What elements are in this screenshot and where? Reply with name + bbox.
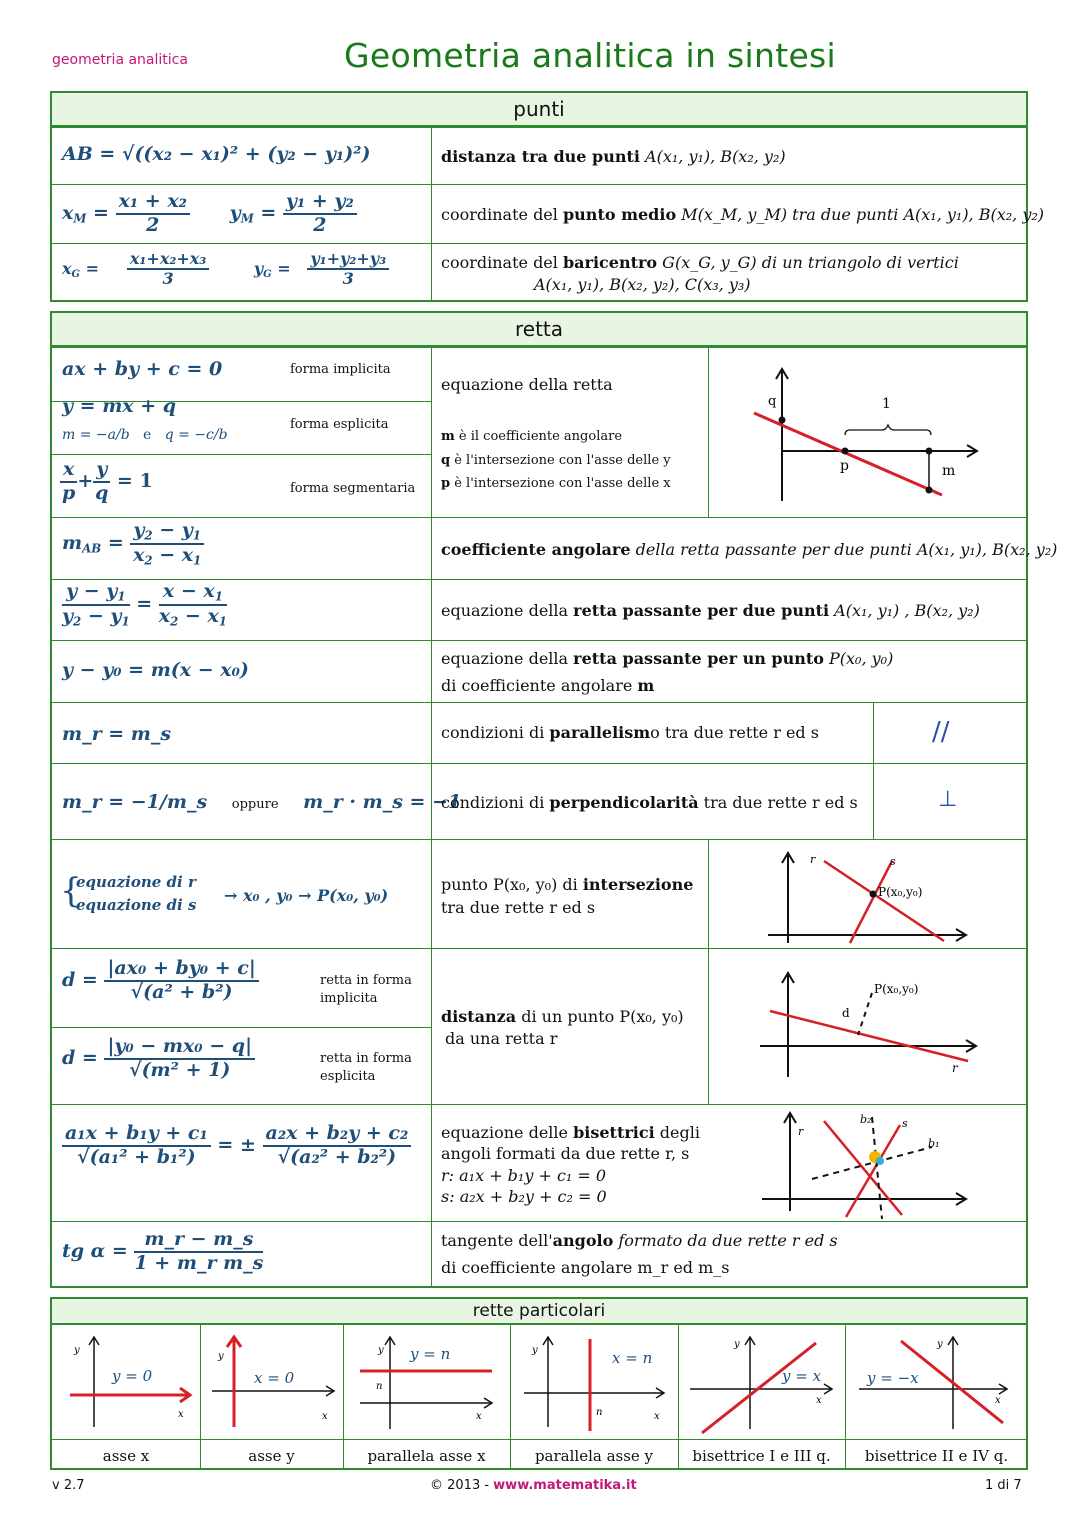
formula-perpendicolarita: m_r = −1/m_s oppure m_r · m_s = −1: [62, 791, 462, 813]
desc-intersezione: punto P(x₀, y₀) di intersezione: [441, 875, 694, 894]
formula-bisettrici: $\frac{\text{a₁x + b₁y + c₁}}{\text{√(a₁² + b₁²)}}$ = ± $\frac{\text{a₂x + b₂y + c₂}}{\text{√(a₂² + b₂²)}}$: [62, 1123, 411, 1169]
distanza-diagram: [752, 967, 1024, 1087]
svg-text:x: x: [322, 1411, 328, 1422]
label-parallela-y: parallela asse y: [534, 1447, 654, 1465]
formula-distanza-implicita: d = $\frac{\text{|ax₀ + by₀ + c|}}{\text{√(a² + b²)}}$: [62, 958, 259, 1004]
svg-text:x: x: [654, 1411, 660, 1422]
svg-text:n: n: [376, 1381, 383, 1392]
sistema-brace: {: [60, 871, 82, 911]
bisettrici-diagram: [752, 1107, 1024, 1219]
desc-perpendicolarita: condizioni di perpendicolarità tra due rette r ed s: [441, 793, 858, 812]
formula-distanza-esplicita: d = $\frac{\text{|y₀ − mx₀ − q|}}{\text{√(m² + 1)}}$: [62, 1036, 255, 1082]
section-particolari: [50, 1297, 1028, 1470]
diagram-m-label: m: [942, 463, 956, 479]
section-heading-retta: retta: [52, 313, 1026, 348]
lab-p: P(x₀,y₀): [878, 885, 923, 899]
svg-text:x: x: [178, 1409, 184, 1420]
lab-r: r: [952, 1061, 958, 1075]
diagram-bisettrice-1: [682, 1331, 844, 1435]
retta-diagram: [752, 363, 1024, 513]
formula-punto-medio: $x_M$ = $\frac{\text{x₁ + x₂}}{2}$ $y_M$ = $\frac{\text{y₁ + y₂}}{2}$: [62, 191, 357, 237]
desc-retta-due-punti: equazione della retta passante per due punti A(x₁, y₁) , B(x₂, y₂): [441, 601, 980, 620]
svg-text:x: x: [476, 1411, 482, 1422]
section-retta: [50, 311, 1058, 1288]
lab-d: d: [842, 1006, 850, 1020]
note-q: q è l'intersezione con l'asse delle y: [441, 453, 671, 468]
desc-angolo: tangente dell'angolo formato da due rette r ed s: [441, 1231, 838, 1250]
svg-text:y: y: [937, 1339, 943, 1350]
diagram-asse-y: [202, 1331, 342, 1435]
diagram-parallela-x: [346, 1331, 508, 1435]
section-punti: [50, 91, 1045, 302]
svg-text:x: x: [995, 1395, 1001, 1406]
desc-distanza-2: da una retta r: [445, 1029, 558, 1048]
version: v 2.7: [52, 1478, 85, 1493]
desc-distanza-punti: distanza tra due punti A(x₁, y₁), B(x₂, y₂): [441, 147, 786, 166]
label-dist-implicita-1: retta in forma: [320, 973, 412, 988]
page-number: 1 di 7: [985, 1478, 1022, 1493]
svg-text:y: y: [218, 1351, 224, 1362]
svg-text:x = n: x = n: [612, 1349, 653, 1367]
desc-punto-medio: coordinate del punto medio M(x_M, y_M) tra due punti A(x₁, y₁), B(x₂, y₂): [441, 205, 1045, 224]
svg-text:y: y: [532, 1345, 538, 1356]
diagram-p-label: p: [840, 458, 849, 474]
svg-text:y: y: [378, 1345, 384, 1356]
desc-bisettrici-r: r: a₁x + b₁y + c₁ = 0: [441, 1166, 607, 1185]
formula-implicita: ax + by + c = 0: [62, 358, 223, 380]
lab-b1: b₁: [928, 1137, 940, 1150]
svg-text:y = −x: y = −x: [867, 1369, 919, 1387]
copyright: © 2013 - www.matematika.it: [430, 1478, 637, 1493]
label-implicita: forma implicita: [290, 362, 391, 377]
formula-retta-due-punti: $\frac{y - y_1}{y_2 - y_1}$ = $\frac{x - x_1}{x_2 - x_1}$: [62, 580, 227, 629]
svg-text:y = x: y = x: [782, 1367, 822, 1385]
formula-retta-un-punto: y − y₀ = m(x − x₀): [62, 659, 249, 681]
desc-retta-un-punto: equazione della retta passante per un punto P(x₀, y₀): [441, 649, 894, 668]
lab-r: r: [810, 853, 816, 866]
formula-segmentaria: $\frac{x}{p}$ + $\frac{y}{q}$ = 1: [60, 459, 153, 505]
perpendicular-symbol: ⊥: [938, 787, 958, 812]
diagram-asse-x: [60, 1331, 196, 1435]
parallel-symbol: //: [932, 717, 950, 747]
desc-equazione-retta: equazione della retta: [441, 375, 613, 394]
svg-text:y: y: [734, 1339, 740, 1350]
lab-s: s: [902, 1117, 908, 1130]
label-segmentaria: forma segmentaria: [290, 481, 416, 496]
label-bisettrice-1: bisettrice I e III q.: [692, 1447, 831, 1465]
desc-bisettrici: equazione delle bisettrici degli: [441, 1123, 700, 1142]
desc-baricentro-vertici: A(x₁, y₁), B(x₂, y₂), C(x₃, y₃): [534, 275, 751, 294]
diagram-bisettrice-2: [849, 1331, 1027, 1435]
label-dist-esplicita-2: esplicita: [320, 1069, 376, 1084]
formula-angolo: tg α = $\frac{m\_r - m\_s}{\text{1 + m\_r m\_s}}$: [62, 1228, 264, 1274]
desc-angolo-2: di coefficiente angolare m_r ed m_s: [441, 1258, 730, 1277]
formula-esplicita: y = mx + q: [62, 395, 177, 417]
lab-b2: b₂: [860, 1113, 872, 1126]
label-bisettrice-2: bisettrice II e IV q.: [864, 1447, 1009, 1465]
desc-retta-un-punto-2: di coefficiente angolare m: [441, 676, 655, 695]
label-dist-esplicita-1: retta in forma: [320, 1051, 412, 1066]
svg-text:x: x: [816, 1395, 822, 1406]
topic-label: geometria analitica: [52, 52, 188, 68]
desc-distanza: distanza di un punto P(x₀, y₀): [441, 1007, 684, 1026]
svg-text:y: y: [74, 1345, 80, 1356]
label-asse-x: asse x: [102, 1447, 150, 1465]
note-m: m è il coefficiente angolare: [441, 429, 623, 444]
desc-baricentro: coordinate del baricentro G(x_G, y_G) di un triangolo di vertici: [441, 253, 959, 272]
label-dist-implicita-2: implicita: [320, 991, 378, 1006]
sistema-risultato: → x₀ , y₀ → P(x₀, y₀): [224, 886, 389, 905]
sistema-eq-r: equazione di r: [76, 873, 196, 891]
svg-text:y = 0: y = 0: [112, 1367, 153, 1385]
formula-baricentro: $x_G$ = $\frac{\text{x₁+x₂+x₃}}{3}$ $y_G$ = $\frac{\text{y₁+y₂+y₃}}{3}$: [62, 250, 389, 289]
formula-coeff-angolare: $m_{AB}$ = $\frac{y_2 - y_1}{x_2 - x_1}$: [62, 520, 204, 568]
intersezione-diagram: [752, 849, 1024, 947]
formula-esplicita-aux: m = −a/b e q = −c/b: [62, 427, 228, 443]
section-heading-particolari: rette particolari: [52, 1299, 1026, 1325]
label-asse-y: asse y: [248, 1447, 295, 1465]
desc-bisettrici-2: angoli formati da due rette r, s: [441, 1144, 690, 1163]
lab-p: P(x₀,y₀): [874, 982, 919, 996]
desc-bisettrici-s: s: a₂x + b₂y + c₂ = 0: [441, 1187, 607, 1206]
label-esplicita: forma esplicita: [290, 417, 389, 432]
svg-text:n: n: [596, 1407, 603, 1418]
label-parallela-x: parallela asse x: [367, 1447, 486, 1465]
page-title: Geometria analitica in sintesi: [344, 36, 837, 75]
diagram-one-label: 1: [882, 396, 891, 412]
svg-text:x = 0: x = 0: [254, 1369, 295, 1387]
formula-parallelismo: m_r = m_s: [62, 723, 172, 745]
lab-s: s: [890, 855, 896, 868]
svg-text:y = n: y = n: [410, 1345, 451, 1363]
desc-parallelismo: condizioni di parallelismo tra due rette r ed s: [441, 723, 819, 742]
sistema-eq-s: equazione di s: [76, 896, 197, 914]
desc-intersezione-2: tra due rette r ed s: [441, 898, 596, 917]
desc-coeff-angolare: coefficiente angolare della retta passante per due punti A(x₁, y₁), B(x₂, y₂): [441, 540, 1058, 559]
diagram-parallela-y: [514, 1331, 676, 1435]
section-heading-punti: punti: [52, 93, 1026, 128]
diagram-q-label: q: [768, 394, 777, 409]
lab-r: r: [798, 1125, 804, 1138]
formula-distanza-punti: AB = √((x₂ − x₁)² + (y₂ − y₁)²): [62, 143, 371, 165]
site-link[interactable]: www.matematika.it: [493, 1478, 637, 1493]
note-p: p è l'intersezione con l'asse delle x: [441, 476, 671, 491]
